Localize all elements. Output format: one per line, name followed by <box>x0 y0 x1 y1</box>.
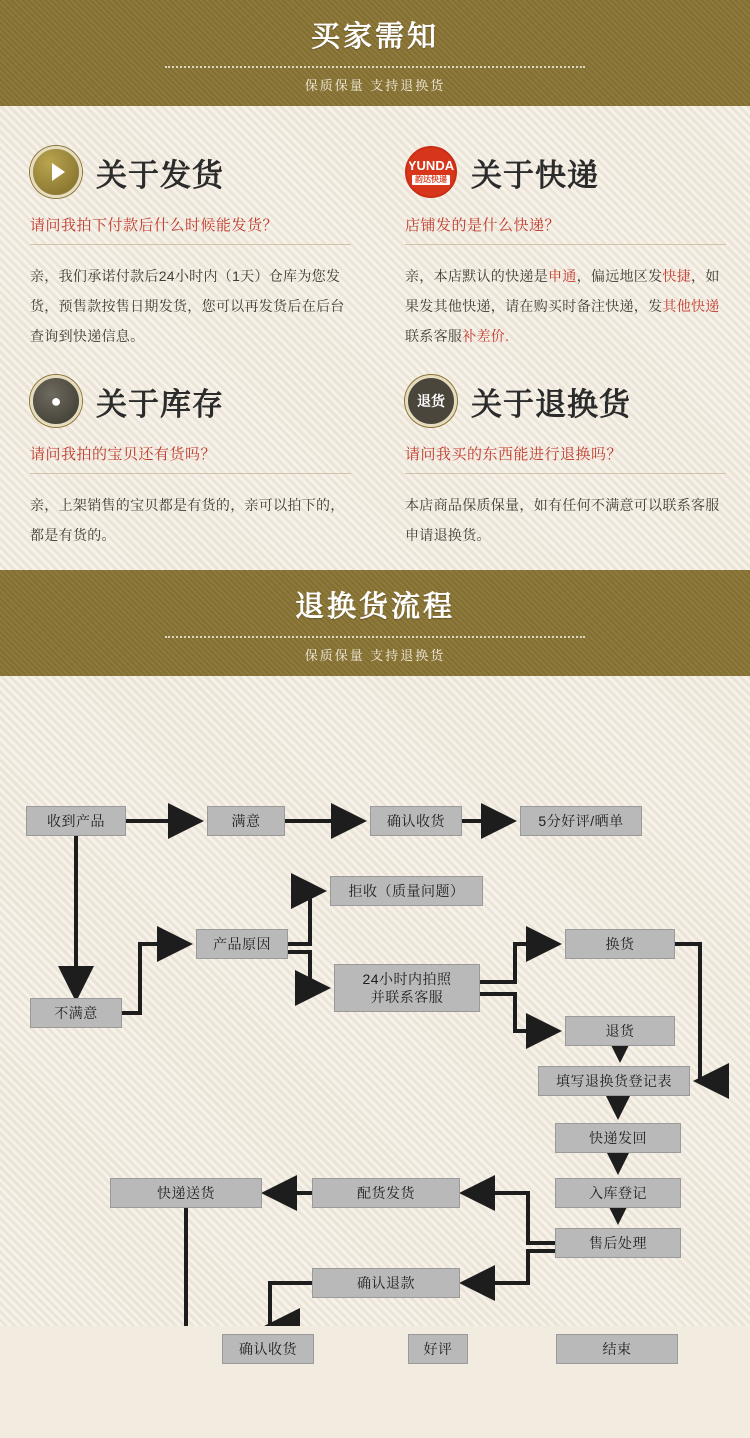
flow-node-n4 <box>520 806 642 836</box>
stock-box-icon: ● <box>30 375 82 427</box>
flow-node-n11 <box>538 1066 690 1096</box>
faq-question: 请问我拍下付款后什么时候能发货？ <box>30 214 351 245</box>
flow-node-label: 好评 <box>423 1341 453 1358</box>
flow-node-label: 5分好评/晒单 <box>538 813 624 830</box>
flow-node-n9 <box>565 1016 675 1046</box>
faq-question: 店铺发的是什么快递？ <box>405 214 726 245</box>
flow-node-label: 填写退换货登记表 <box>556 1073 672 1090</box>
flow-node-label: 快递送货 <box>157 1185 215 1202</box>
banner-subtitle: 保质保量 支持退换货 <box>304 78 446 93</box>
yunda-logo-subtext: 韵达快递 <box>412 175 450 185</box>
flow-node-n18 <box>222 1334 314 1364</box>
faq-header <box>30 146 351 198</box>
answer-text: 亲，本店默认的快递是 <box>405 268 548 284</box>
answer-text: 联系客服 <box>405 328 463 345</box>
flow-node-label: 24小时内拍照 <box>362 970 452 987</box>
flow-node-label: 满意 <box>231 813 261 830</box>
faq-header <box>405 146 726 198</box>
flow-node-n7 <box>334 964 480 1012</box>
answer-text: ，如果发其他快递，请在购买时备注快递，发 <box>405 268 720 315</box>
faq-section <box>0 106 750 570</box>
faq-header <box>405 375 726 427</box>
flow-node-n2 <box>207 806 285 836</box>
faq-title: 关于库存 <box>96 386 224 422</box>
flow-node-label: 退货 <box>605 1023 635 1040</box>
flow-node-n3 <box>370 806 462 836</box>
flow-node-n12 <box>555 1123 681 1153</box>
banner-divider <box>165 66 585 68</box>
flow-node-label: 结束 <box>602 1341 632 1358</box>
flow-node-n14 <box>555 1228 681 1258</box>
answer-highlight: 快捷 <box>662 268 692 284</box>
banner-subtitle: 保质保量 支持退换货 <box>304 648 446 664</box>
faq-item-return <box>375 361 750 560</box>
flow-node-label: 入库登记 <box>589 1185 647 1202</box>
flow-node-n19 <box>408 1334 468 1364</box>
banner-buyer-notice <box>0 0 750 106</box>
banner-return-process <box>0 570 750 676</box>
yunda-express-icon <box>405 146 457 198</box>
flow-node-n20 <box>556 1334 678 1364</box>
faq-title: 关于发货 <box>96 157 224 193</box>
flow-node-n1 <box>26 806 126 836</box>
faq-item-shipping <box>0 132 375 361</box>
flow-node-label: 收到产品 <box>47 813 105 830</box>
banner-title: 退换货流程 <box>294 591 455 624</box>
flow-node-label: 拒收（质量问题） <box>348 883 465 900</box>
answer-highlight: 补差价. <box>462 328 510 345</box>
arrow-circle-icon <box>30 146 82 198</box>
flow-node-label: 确认收货 <box>239 1341 297 1358</box>
flow-node-label: 换货 <box>605 936 635 953</box>
flow-node-n17 <box>312 1268 460 1298</box>
flow-node-n16 <box>110 1178 262 1208</box>
flow-node-n5 <box>330 876 483 906</box>
faq-question: 请问我买的东西能进行退换吗？ <box>405 443 726 474</box>
answer-highlight: 其他快递 <box>662 298 720 315</box>
flow-node-label: 售后处理 <box>589 1235 647 1252</box>
flow-node-label: 快递发回 <box>589 1130 647 1147</box>
return-goods-icon <box>405 375 457 427</box>
flow-node-n6 <box>196 929 288 959</box>
faq-header <box>30 375 351 427</box>
faq-answer: 本店商品保质保量，如有任何不满意可以联系客服申请退换货。 <box>405 497 720 544</box>
banner-divider <box>165 636 585 638</box>
flow-node-n10 <box>30 998 122 1028</box>
flow-node-label: 配货发货 <box>357 1185 415 1202</box>
flowchart-section <box>0 676 750 1358</box>
flow-node-label: 不满意 <box>54 1005 98 1022</box>
flow-node-n15 <box>312 1178 460 1208</box>
faq-answer-rich <box>405 261 726 351</box>
answer-text: ，偏远地区发 <box>576 268 663 284</box>
faq-title: 关于退换货 <box>471 386 631 422</box>
flow-node-n13 <box>555 1178 681 1208</box>
return-icon-text: 退货 <box>417 393 445 410</box>
flow-node-n8 <box>565 929 675 959</box>
faq-question: 请问我拍的宝贝还有货吗？ <box>30 443 351 474</box>
flow-node-label: 确认收货 <box>387 813 445 830</box>
flow-node-label: 产品原因 <box>213 936 271 953</box>
answer-highlight: 申通 <box>548 268 577 284</box>
flow-node-label: 并联系客服 <box>370 989 444 1006</box>
faq-answer: 亲，我们承诺付款后24小时内（1天）仓库为您发货，预售款按售日期发货，您可以再发货后在后台查询到快递信息。 <box>30 268 345 345</box>
flow-node-label: 确认退款 <box>357 1275 415 1292</box>
faq-answer: 亲，上架销售的宝贝都是有货的，亲可以拍下的，都是有货的。 <box>30 497 345 544</box>
faq-item-stock <box>0 361 375 560</box>
faq-title: 关于快递 <box>471 157 599 193</box>
yunda-logo-text: YUNDA <box>407 157 455 173</box>
faq-item-express <box>375 132 750 361</box>
faq-grid <box>0 132 750 560</box>
banner-title: 买家需知 <box>310 21 439 53</box>
